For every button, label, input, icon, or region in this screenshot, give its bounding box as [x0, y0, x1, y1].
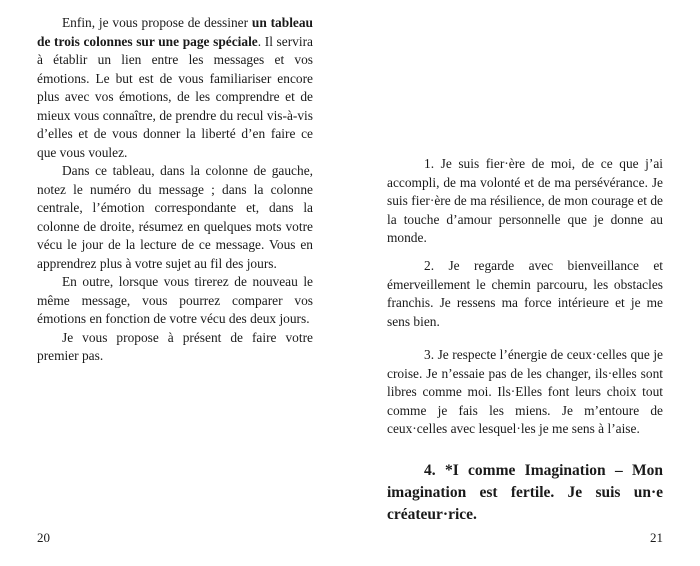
paragraph-table-instructions: Dans ce tableau, dans la colonne de gauche, notez le numéro du message ; dans la colonne centrale, l’émotion correspondante et, dans la colonne de droite, résumez en quelques mots votre vécu le jour de la lecture de ce message. Vous en apprendrez plus à votre sujet au fil des jours. — [37, 163, 313, 271]
paragraph-intro — [37, 14, 313, 162]
statement-1 — [387, 155, 663, 248]
right-page — [350, 0, 700, 566]
paragraph-first-step: Je vous propose à présent de faire votre premier pas. — [37, 329, 313, 363]
statement-3 — [387, 346, 663, 439]
statement-3-text: Je respecte l’énergie de ceux·celles que je croise. Je n’essaie pas de les changer, ils·elles sont libres comme moi. Ils·Elles font leurs choix tout comme je fais les miens. Je m’entoure de ceux·celles avec lesquel·les je me sens à l’aise. — [387, 347, 663, 436]
statement-4-number: 4. — [424, 462, 436, 479]
paragraph-intro-bold: un tableau de trois colonnes sur une page spéciale — [37, 15, 313, 49]
paragraph-intro-end: . Il servira à établir un lien entre les messages et vos émotions. Le but est de vous familiariser encore plus avec vos émotions, de les comprendre et de mieux vous connaître, de prendre du recul vis-à-vis d’elles et de vous donner la liberté d’en faire ce que vous voulez. — [37, 33, 313, 160]
statement-4-text: *I comme Imagination – Mon imagination est fertile. Je suis un·e créateur·rice. — [387, 462, 663, 523]
page-number-right: 21 — [650, 530, 663, 545]
statement-4 — [387, 460, 663, 526]
statement-2 — [387, 257, 663, 331]
left-page-body — [37, 14, 313, 366]
statement-1-number: 1. — [424, 156, 435, 171]
statement-2-number: 2. — [424, 258, 435, 273]
paragraph-intro-start: Enfin, je vous propose de dessiner — [62, 15, 252, 30]
statement-3-number: 3. — [424, 347, 435, 362]
statement-1-text: Je suis fier·ère de moi, de ce que j’ai accompli, de ma volonté et de ma persévérance. Je suis fier·ère de ma résilience, de mon courage et de la touche d’amour personnelle que je donne au monde. — [387, 156, 663, 245]
statement-2-text: Je regarde avec bienveillance et émerveillement le chemin parcouru, les obstacles franchis. Je ressens ma force intérieure et je me sens bien. — [387, 258, 663, 329]
paragraph-compare: En outre, lorsque vous tirerez de nouveau le même message, vous pourrez comparer vos émotions en fonction de votre vécu des deux jours. — [37, 274, 313, 326]
page-number-left: 20 — [37, 530, 50, 545]
